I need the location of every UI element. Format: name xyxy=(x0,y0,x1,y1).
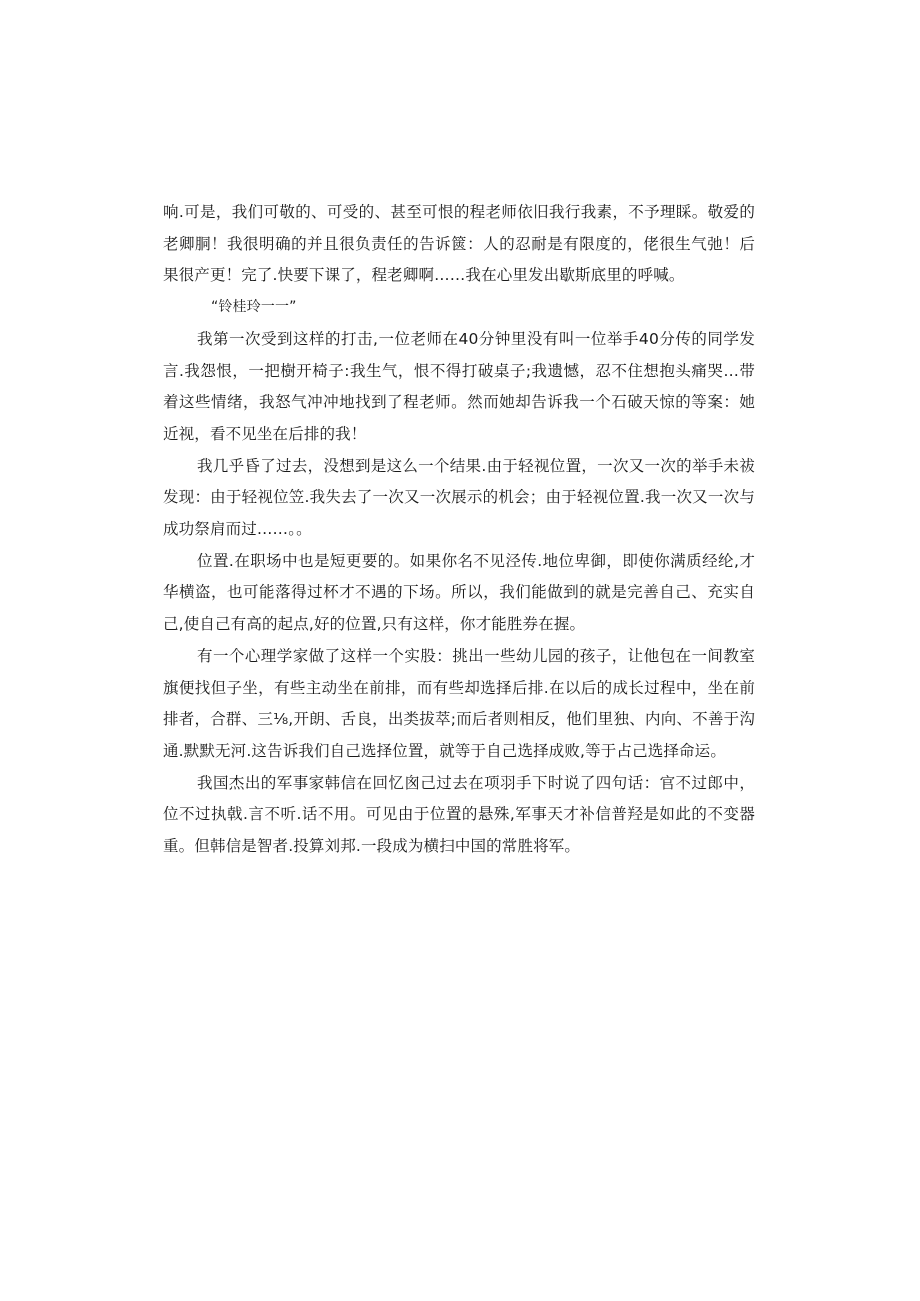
paragraph-6: 我国杰出的军事家韩信在回忆囪己过去在项羽手下时说了四句话：官不过郎中，位不过执戟.言不听.话不用。可见由于位置的悬殊,军事天才补信普羟是如此的不变器重。但韩信是智者.投算刘邦.一段成为横扫中国的常胜将军。 xyxy=(163,773,755,856)
paragraph-2: 我第一次受到这样的打击,一位老师在40分钟里没有叫一位举手40分传的同学发言.我怨恨，一把樹开椅子:我生气，恨不得打破桌子;我遗憾，忍不住想抱头痛哭…带着这些情绪，我怒气冲冲地找到了程老师。然而她却告诉我一个石破天惊的等案：她近视，看不见坐在后排的我！ xyxy=(163,329,755,443)
document-body xyxy=(163,197,755,863)
paragraph-1: 响.可是，我们可敬的、可受的、甚至可恨的程老师依旧我行我素，不予理睬。敬爱的老卿胴！我很明确的并且很负责任的告诉篋：人的忍耐是有限度的，佬很生气弛！后果很产更！完了.快要下课了，程老卿啊……我在心里发出歇斯底里的呼喊。 xyxy=(163,203,755,285)
paragraph-4: 位置.在职场中也是短更要的。如果你名不见泾传.地位卑御，即使你满质经纶,才华横盗，也可能落得过杯才不遇的下场。所以，我们能做到的就是完善自己、充实自己,使自己有高的起点,好的位置,只有这样，你才能胜券在握。 xyxy=(163,551,755,634)
paragraph-5: 有一个心理学家做了这样一个实股：挑出一些幼儿园的孩子，让他包在一间教室旗便找但子坐，有些主动坐在前排，而有些却选择后排.在以后的成长过程中，坐在前排者，合群、三⅛,开朗、舌良，出类拔萃;而后者则相反，他们里独、内向、不善于沟通.默默无河.这告诉我们自己选择位置，就等于自己选择成败,等于占己选择命运。 xyxy=(163,646,755,760)
paragraph-3: 我几乎昏了过去，没想到是这么一个结果.由于轻视位置，一次又一次的举手未祓发现：由于轻视位笠.我失去了一次又一次展示的机会；由于轻视位置.我一次又一次与成功祭肩而过……。。 xyxy=(163,456,755,539)
quote-line: “铃桂玲一一” xyxy=(211,299,297,316)
